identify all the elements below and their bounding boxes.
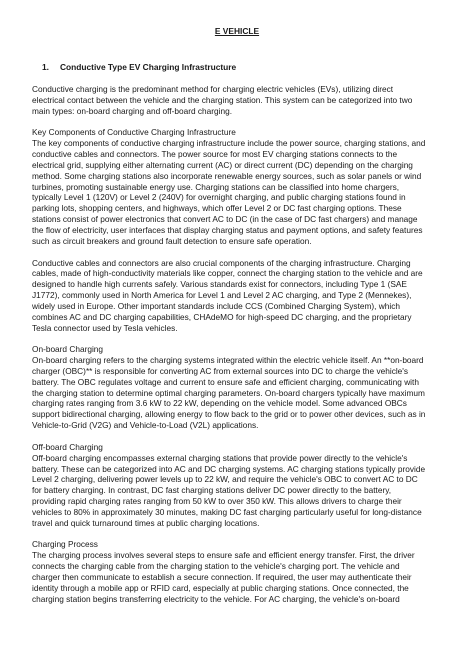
text-line: typically Level 1 (120V) or Level 2 (240V) for overnight charging, and public charging stations found in [32, 192, 406, 203]
text-line: battery. The OBC regulates voltage and current to ensure safe and efficient charging, communicating with [32, 376, 419, 387]
text-line: Tesla connector used by Tesla vehicles. [32, 322, 178, 333]
text-line: widely used in Europe. Other important standards include CCS (Combined Charging System), which [32, 300, 401, 311]
text-line: charging station begins transferring electricity to the vehicle. For AC charging, the vehicle's on-board [32, 593, 400, 604]
text-line: stations consist of power electronics that convert AC to DC (in the case of DC fast chargers) and manage [32, 214, 418, 225]
text-line: charger then communicate to establish a secure connection. If required, the user may authenticate their [32, 571, 412, 582]
document-body [32, 84, 452, 615]
text-line: such as circuit breakers and ground fault detection to ensure safe operation. [32, 235, 312, 246]
text-line: conductive cables and connectors. The power source for most EV charging stations connects to the [32, 149, 398, 160]
paragraph [32, 127, 452, 246]
paragraph [32, 258, 452, 334]
text-line: connects the charging cable from the charging station to the vehicle's charging port. The vehicle and [32, 561, 400, 572]
text-line: electrical contact between the vehicle and the charging station. This system can be categorized into two [32, 94, 413, 105]
text-line: method. Some charging stations also incorporate renewable energy sources, such as solar panels or wind [32, 170, 422, 181]
text-line: charging rates ranging from 3.6 kW to 22 kW, depending on the vehicle model. Some advanced OBCs [32, 398, 407, 409]
text-line: Level 2 charging, delivering power levels up to 22 kW, and require the vehicle's OBC to convert AC to DC [32, 474, 418, 485]
text-line: The key components of conductive charging infrastructure include the power source, charging stations, and [32, 138, 426, 149]
text-line: Off-board charging encompasses external charging stations that provide power directly to the vehicle's [32, 452, 408, 463]
text-line: providing rapid charging rates ranging from 50 kW to over 350 kW. This allows drivers to charge their [32, 496, 402, 507]
section-heading [42, 62, 236, 72]
text-line: combines AC and DC charging capabilities, CHAdeMO for high-speed DC charging, and the proprietary [32, 311, 412, 322]
paragraph [32, 442, 452, 529]
text-line: the flow of electricity, user interfaces that display charging status and payment options, and safety features [32, 224, 423, 235]
document-title: E VEHICLE [214, 26, 260, 36]
text-line: vehicles to 80% in approximately 30 minutes, making DC fast charging particularly useful for long-distance [32, 506, 422, 517]
text-line: support bidirectional charging, allowing energy to flow back to the grid or to power other devices, such as in [32, 409, 426, 420]
text-line: Charging Process [32, 539, 98, 550]
text-line: J1772), commonly used in North America for Level 1 and Level 2 AC charging, and Type 2 (Mennekes), [32, 290, 412, 301]
text-line: for battery charging. In contrast, DC fast charging stations deliver DC power directly to the battery, [32, 485, 392, 496]
text-line: Conductive charging is the predominant method for charging electric vehicles (EVs), utilizing direct [32, 84, 394, 94]
paragraph [32, 344, 452, 431]
text-line: On-board charging refers to the charging systems integrated within the electric vehicle itself. An **on-board [32, 355, 424, 366]
text-line: cables, made of high-conductivity materials like copper, connect the charging station to the vehicle and are [32, 268, 423, 279]
text-line: Vehicle-to-Grid (V2G) and Vehicle-to-Load (V2L) applications. [32, 420, 259, 431]
text-line: identity through a mobile app or RFID card, especially at public charging stations. Once connected, the [32, 582, 409, 593]
text-line: battery. These can be categorized into AC and DC charging systems. AC charging stations typically provide [32, 463, 426, 474]
text-line: turbines, promoting sustainable energy use. Charging stations can be classified into home chargers, [32, 181, 400, 192]
text-line: electrical grid, supplying either alternating current (AC) or direct current (DC) depending on the charging [32, 159, 413, 170]
text-line: travel and quick turnaround times at public charging locations. [32, 517, 260, 528]
text-line: designed to handle high currents safely. Various standards exist for connectors, including Type 1 (SAE [32, 279, 407, 290]
text-line: charger (OBC)** is responsible for converting AC from external sources into DC to charge the vehicle's [32, 365, 409, 376]
text-line: The charging process involves several steps to ensure safe and efficient energy transfer. First, the driver [32, 550, 415, 561]
text-line: On-board Charging [32, 344, 104, 355]
text-line: Off-board Charging [32, 441, 103, 452]
paragraph [32, 84, 452, 117]
text-line: main types: on-board charging and off-board charging. [32, 105, 233, 116]
text-line: the charging station to determine optimal charging parameters. On-board chargers typically have maximum [32, 387, 425, 398]
text-line: Conductive cables and connectors are also crucial components of the charging infrastructure. Charging [32, 257, 411, 268]
section-number: 1. [42, 62, 49, 72]
text-line: parking lots, shopping centers, and highways, which offer Level 2 or DC fast charging options. These [32, 203, 402, 214]
text-line: Key Components of Conductive Charging Infrastructure [32, 127, 236, 138]
section-heading-text: Conductive Type EV Charging Infrastructure [60, 62, 237, 72]
paragraph [32, 539, 452, 604]
